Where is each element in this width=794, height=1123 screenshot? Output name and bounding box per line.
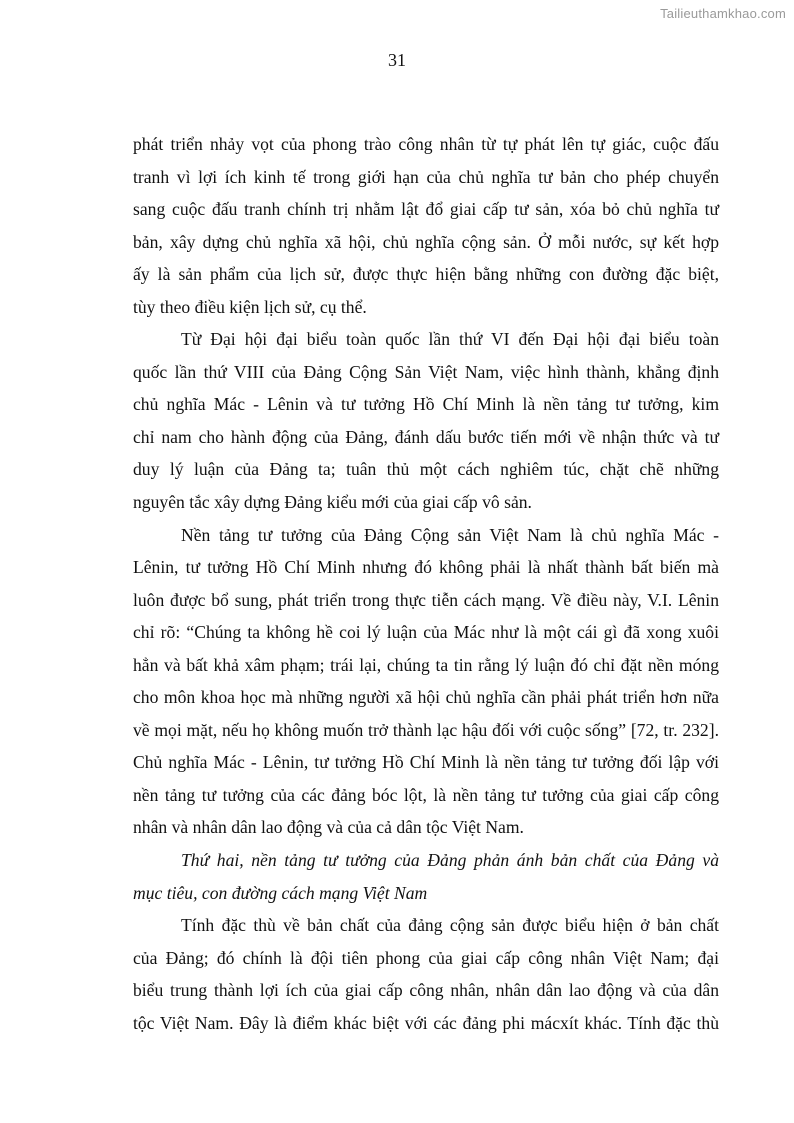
quote-line: cho môn khoa học mà những người xã hội chủ nghĩa cần phải phát triển hơn nữa [133,687,719,708]
text-line: biểu trung thành lợi ích của giai cấp công nhân, nhân dân lao động và của dân [133,980,719,1001]
text-line: nguyên tắc xây dựng Đảng kiểu mới của giai cấp vô sản. [133,492,532,513]
quote-line: chỉ rõ: “Chúng ta không hề coi lý luận của Mác như là một cái gì đã xong xuôi [133,622,719,643]
text-line: sang cuộc đấu tranh chính trị nhằm lật đổ giai cấp tư sản, xóa bỏ chủ nghĩa tư [133,199,719,220]
text-line: ấy là sản phẩm của lịch sử, được thực hiện bằng những con đường đặc biệt, [133,264,719,285]
text-line: tùy theo điều kiện lịch sử, cụ thể. [133,296,367,317]
text-line: phát triển nhảy vọt của phong trào công nhân từ tự phát lên tự giác, cuộc đấu [133,134,719,154]
page-number: 31 [388,50,406,70]
section-heading-line: Thứ hai, nền tảng tư tưởng của Đảng phản ánh bản chất của Đảng và [181,850,719,871]
text-line: tộc Việt Nam. Đây là điểm khác biệt với các đảng phi mácxít khác. Tính đặc thù [133,1012,719,1033]
text-line: quốc lần thứ VIII của Đảng Cộng Sản Việt Nam, việc hình thành, khẳng định [133,361,719,382]
text-line: duy lý luận của Đảng ta; tuân thủ một cách nghiêm túc, chặt chẽ những [133,459,719,480]
text-line: Từ Đại hội đại biểu toàn quốc lần thứ VI đến Đại hội đại biểu toàn [181,329,719,350]
quote-line: hẳn và bất khả xâm phạm; trái lại, chúng ta tin rằng lý luận đó chỉ đặt nền móng [133,654,719,675]
text-line: Chủ nghĩa Mác - Lênin, tư tưởng Hồ Chí Minh là nền tảng tư tưởng đối lập với [133,752,719,773]
text-line: nhân và nhân dân lao động và của cả dân tộc Việt Nam. [133,817,524,838]
text-line: luôn được bổ sung, phát triển trong thực tiễn cách mạng. Về điều này, V.I. Lênin [133,589,719,610]
document-body [133,128,719,1039]
text-line: chủ nghĩa Mác - Lênin và tư tưởng Hồ Chí Minh là nền tảng tư tưởng, kim [133,394,719,415]
text-line: Lênin, tư tưởng Hồ Chí Minh nhưng đó không phải là nhất thành bất biến mà [133,557,719,578]
watermark-text: Tailieuthamkhao.com [660,6,786,21]
text-line: Tính đặc thù về bản chất của đảng cộng sản được biểu hiện ở bản chất [181,915,719,936]
text-line: tranh vì lợi ích kinh tế trong giới hạn của chủ nghĩa tư bản cho phép chuyển [133,166,719,187]
text-line: chỉ nam cho hành động của Đảng, đánh dấu bước tiến mới về nhận thức và tư [133,426,719,447]
text-line: của Đảng; đó chính là đội tiên phong của giai cấp công nhân Việt Nam; đại [133,947,719,968]
text-line: bản, xây dựng chủ nghĩa xã hội, chủ nghĩa cộng sản. Ở mỗi nước, sự kết hợp [133,231,719,252]
section-heading-line: mục tiêu, con đường cách mạng Việt Nam [133,882,428,903]
text-line: nền tảng tư tưởng của các đảng bóc lột, là nền tảng tư tưởng của giai cấp công [133,784,719,805]
text-line: Nền tảng tư tưởng của Đảng Cộng sản Việt Nam là chủ nghĩa Mác - [181,524,719,545]
quote-line: về mọi mặt, nếu họ không muốn trở thành lạc hậu đối với cuộc sống” [72, tr. 232]. [133,719,719,740]
